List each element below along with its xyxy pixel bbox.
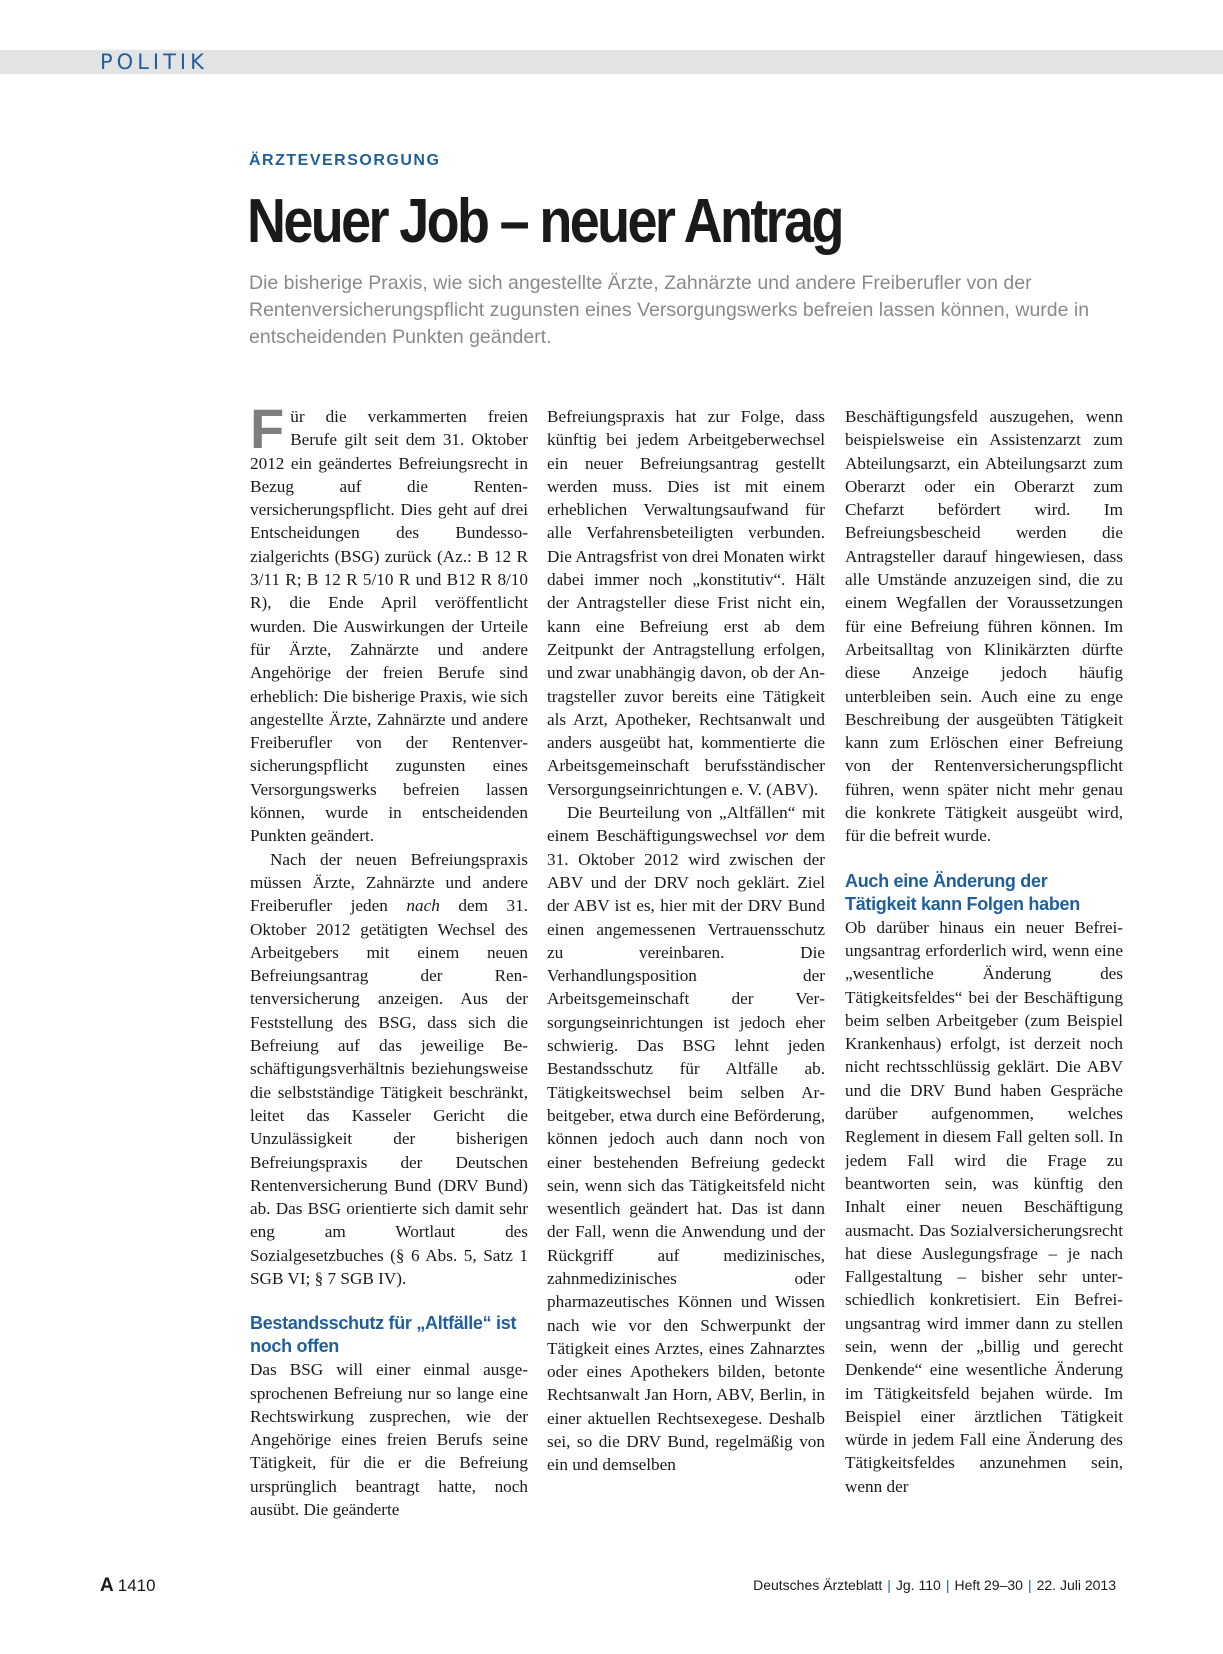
article-kicker: ÄRZTEVERSORGUNG xyxy=(249,152,441,169)
paragraph: Für die verkammerten freien Berufe gilt seit dem 31. Oktober 2012 ein geändertes Befreiungsrecht in Bezug auf die Rentenversicherungspflicht. Dies geht auf drei Entscheidungen des Bundessozialgerichts (BSG) zurück (Az.: B 12 R 3/11 R; B 12 R 5/10 R und B12 R 8/10 R), die Ende April veröffentlicht wurden. Die Auswirkungen der Urteile für Ärzte, Zahnärzte und andere Angehörige der freien Berufe sind erheblich: Die bisherige Praxis, wie sich angestellte Ärzte, Zahnärzte und andere Freiberufler von der Rentenversicherungspflicht zugunsten eines Versorgungswerks befreien lassen können, wurde in entscheidenden Punkten geändert. xyxy=(250,405,528,846)
text-column-2 xyxy=(547,405,825,1555)
text-column-3 xyxy=(845,405,1123,1555)
volume: Jg. 110 xyxy=(895,1577,941,1593)
drop-cap: F xyxy=(250,405,285,460)
issue: Heft 29–30 xyxy=(954,1577,1023,1593)
publication-info: Deutsches Ärzteblatt | Jg. 110 | Heft 29–30 | 22. Juli 2013 xyxy=(753,1577,1116,1593)
paragraph: Nach der neuen Befreiungspraxis müssen Ärzte, Zahnärzte und andere Freiberufler jeden nach dem 31. Oktober 2012 getätigten Wechsel des Arbeitgebers mit einem neuen Befreiungsantrag der Rentenversicherung anzeigen. Aus der Feststellung des BSG, dass sich die Befreiung auf das jeweilige Beschäftigungsverhältnis beziehungsweise die selbstständige Tätigkeit beschränkt, leitet das Kasseler Gericht die Unzulässigkeit der bisherigen Befreiungspraxis der Deutschen Rentenversicherung Bund (DRV Bund) ab. Das BSG orientierte sich damit sehr eng am Wortlaut des Sozialgesetzbuches (§ 6 Abs. 5, Satz 1 SGB VI; § 7 SGB IV). xyxy=(250,849,528,1288)
paragraph: Die Beurteilung von „Altfällen“ mit einem Beschäftigungswechsel vor dem 31. Oktober 2012 wird zwischen der ABV und der DRV noch geklärt. Ziel der ABV ist es, hier mit der DRV Bund einen angemessenen Vertrauensschutz zu vereinbaren. Die Verhandlungsposition der Arbeitsgemeinschaft der Versorgungseinrichtungen ist jedoch eher schwierig. Das BSG lehnt jeden Bestandsschutz für Altfälle ab. Tätigkeitswechsel beim selben Arbeitgeber, etwa durch eine Beförderung, können jedoch auch dann noch von einer bestehenden Befreiung gedeckt sein, wenn sich das Tätigkeitsfeld nicht wesentlich geändert hat. Das ist dann der Fall, wenn die Anwendung und der Rückgriff auf medizinisches, zahnmedizinisches oder pharmazeutisches Können und Wissen nach wie vor den Schwerpunkt der Tätigkeit eines Arztes, eines Zahnarztes oder eines Apothekers bilden, betonte Rechtsanwalt Jan Horn, ABV, Berlin, in einer aktuellen Rechtsexegese. Deshalb sei, so die DRV Bund, regelmäßig von ein und demselben xyxy=(547,803,825,1475)
issue-date: 22. Juli 2013 xyxy=(1036,1577,1116,1593)
article-lead: Die bisherige Praxis, wie sich angestellte Ärzte, Zahnärzte und andere Freiberufler von der Rentenversicherungspflicht zugunsten eines Versorgungswerks befreien lassen können, wurde in entscheidenden Punkten geändert. xyxy=(249,272,1090,348)
paragraph: Beschäftigungsfeld auszugehen, wenn beispielsweise ein Assistenzarzt zum Abteilungsarzt, ein Abteilungsarzt zum Oberarzt oder ein Oberarzt zum Chefarzt befördert wird. Im Befreiungsbescheid werden die Antragsteller darauf hingewiesen, dass alle Umstände anzuzeigen sind, die zu einem Wegfallen der Voraussetzungen für eine Befreiung führen können. Im Arbeitsalltag von Klinikärzten dürfte diese Anzeige jedoch häufig unterbleiben sein. Auch eine zu enge Beschreibung der ausgeübten Tätigkeit kann zum Erlöschen einer Befreiung von der Rentenversicherungspflicht führen, wenn später nicht mehr genau die konkrete Tätigkeit ausgeübt wird, für die befreit wurde. xyxy=(845,407,1123,846)
journal-name: Deutsches Ärzteblatt xyxy=(753,1577,883,1593)
paragraph: Das BSG will einer einmal ausgesprochenen Befreiung nur so lange eine Rechtswirkung zusprechen, wie der Angehörige eines freien Berufs seine Tätigkeit, für die er die Befreiung ursprünglich beantragt hatte, noch ausübt. Die geänderte xyxy=(250,1360,528,1520)
article-headline: Neuer Job – neuer Antrag xyxy=(247,187,842,256)
text-column-1 xyxy=(250,405,528,1555)
paragraph: Befreiungspraxis hat zur Folge, dass künftig bei jedem Arbeitgeberwechsel ein neuer Befreiungsantrag gestellt werden muss. Dies ist mit einem erheblichen Verwaltungsaufwand für alle Verfahrensbeteiligten verbunden. Die Antragsfrist von drei Monaten wirkt dabei immer noch „konstitutiv“. Hält der Antragsteller diese Frist nicht ein, kann eine Befreiung erst ab dem Zeitpunkt der Antragstellung erfolgen, und zwar unabhängig davon, ob der Antragsteller zuvor bereits eine Tätigkeit als Arzt, Apotheker, Rechtsanwalt und anders ausgeübt hat, kommentierte die Arbeitsgemeinschaft berufsständischer Versorgungseinrichtungen e. V. (ABV). xyxy=(547,407,825,799)
section-label: POLITIK xyxy=(100,50,208,74)
paragraph: Ob darüber hinaus ein neuer Befreiungsantrag erforderlich wird, wenn eine „wesentliche Änderung des Tätigkeitsfeldes“ bei der Beschäftigung beim selben Arbeitgeber (zum Beispiel Krankenhaus) erfolgt, ist derzeit noch nicht rechtsschlüssig geklärt. Die ABV und die DRV Bund haben Gespräche darüber aufgenommen, welches Reglement in diesem Fall gelten soll. In jedem Fall wird die Frage zu beantworten sein, was künftig den Inhalt einer neuen Beschäftigung ausmacht. Das Sozialversicherungsrecht hat diese Auslegungsfrage – je nach Fallgestaltung – bisher sehr unterschiedlich konkretisiert. Ein Befreiungsantrag wird immer dann zu stellen sein, wenn der „billig und gerecht Denkende“ eine wesentliche Änderung im Tätigkeitsfeld bejahen würde. Im Beispiel einer ärztlichen Tätigkeit würde in jedem Fall eine Änderung des Tätigkeitsfeldes anzunehmen sein, wenn der xyxy=(845,917,1123,1496)
subheading: Auch eine Änderung der Tätigkeit kann Folgen haben xyxy=(845,870,1080,914)
page-number: A 1410 xyxy=(100,1575,156,1596)
subheading: Bestandsschutz für „Altfälle“ ist noch offen xyxy=(250,1313,517,1357)
